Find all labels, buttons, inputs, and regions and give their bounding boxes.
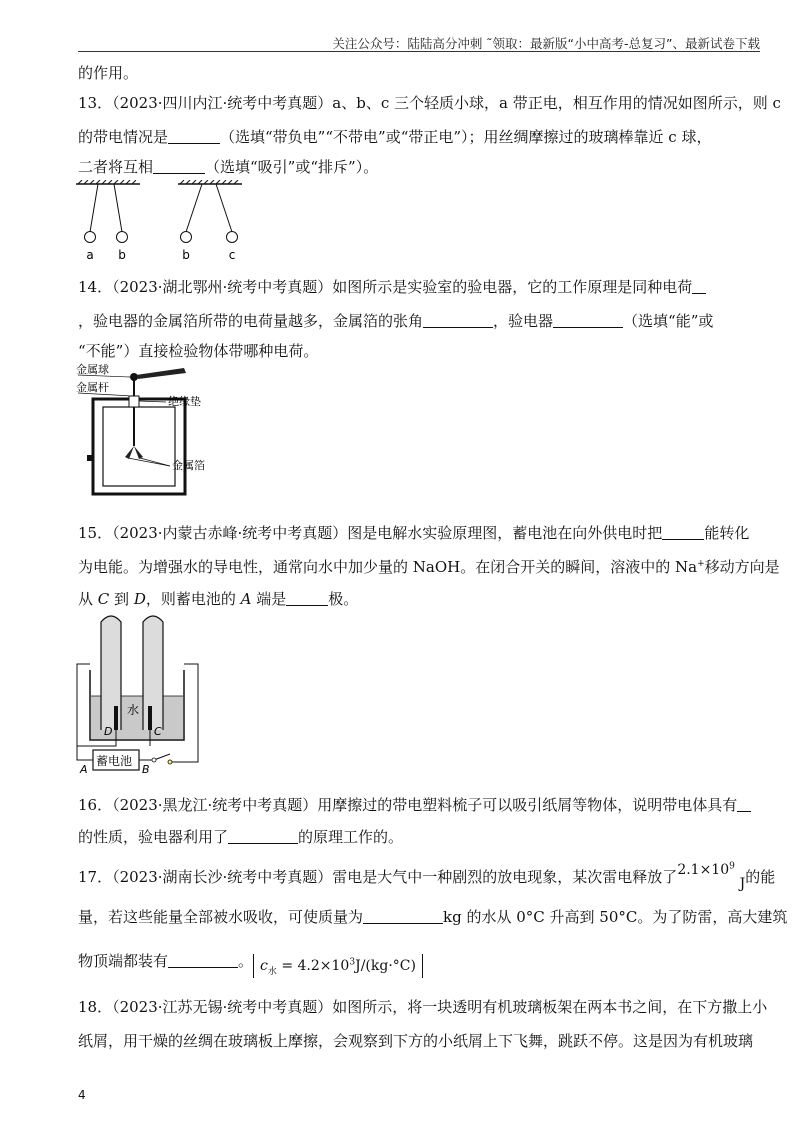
q14-answer-blank-1 [692,279,706,294]
ball-c [227,232,238,243]
q13-text-2b: （选填“带负电”“不带电”或“带正电”）；用丝绸摩擦过的玻璃棒靠近 c 球， [220,128,712,146]
q15-text-2a: 为电能。为增强水的导电性，通常向水中加少量的 NaOH。在闭合开关的瞬间，溶液中的 Na [78,558,698,576]
q15-answer-blank-2 [286,591,328,606]
q13-line2 [78,126,760,148]
label-metal-foil: 金属箔 [172,459,205,472]
q15-text-3d: 端是 [251,590,287,608]
q14-answer-blank-3 [553,313,623,328]
q15-text-3e: 极。 [328,590,359,608]
q17-energy-mantissa: 2.1×10 [677,862,730,878]
q13-text-2a: 的带电情况是 [78,128,169,146]
charged-rod [136,368,186,379]
q15-electrolysis-figure [74,614,204,778]
q15-line3 [78,588,760,610]
q17-answer-blank-2 [168,953,238,968]
ball-b-left [117,232,128,243]
q15-text-3c: ，则蓄电池的 [145,590,241,608]
q15-line2 [78,556,780,578]
label-c: c [228,248,236,262]
q17-formula-sub: 水 [267,966,277,977]
q15-text-1a: 15．（2023·内蒙古赤峰·统考中考真题）图是电解水实验原理图，蓄电池在向外供电时把 [78,524,663,542]
label-metal-ball: 金属球 [76,363,109,376]
q17-text-2a: 量，若这些能量全部被水吸收，可使质量为 [78,908,364,926]
q13-figure [76,180,246,266]
q14-text-2c: （选填“能”或 [623,312,714,330]
q17-formula-value: = 4.2×10 [276,958,350,974]
label-metal-rod: 金属杆 [76,381,109,394]
q17-specific-heat-formula [253,954,423,978]
q14-text-2a: ，验电器的金属箔所带的电荷量越多，金属箔的张角 [78,312,424,330]
switch [154,754,170,760]
q16-answer-blank-2 [228,829,298,844]
q16-answer-blank-1 [737,797,751,812]
q17-line1 [78,861,776,892]
q17-text-1a: 17．（2023·湖南长沙·统考中考真题）雷电是大气中一种剧烈的放电现象，某次雷电释放了 [78,868,678,886]
q15-na-charge: + [697,559,705,569]
q15-terminal-a: A [240,590,252,608]
q15-text-2b: 移动方向是 [704,558,780,576]
q17-answer-blank-1 [363,909,443,924]
q17-formula-c: c [260,958,268,974]
ball-b-right [181,232,192,243]
q15-text-3b: 到 [109,590,134,608]
label-terminal-a: A [80,763,88,774]
metal-ball [130,373,138,381]
q17-energy-exponent: 9 [729,861,735,872]
label-water: 水 [127,703,140,717]
q14-electroscope-figure [76,362,261,501]
q16-text-2a: 的性质，验电器利用了 [78,828,229,846]
intro-text: 的作用。 [78,64,139,82]
page-number: 4 [78,1088,86,1102]
q17-text-3b: 。 [238,952,254,970]
q13-answer-blank-1 [168,129,220,144]
q13-answer-blank-2 [153,159,205,174]
q14-line1 [78,276,760,298]
q17-energy-value [677,862,735,878]
label-b-right: b [182,248,190,262]
label-b-left: b [118,248,126,262]
q16-text-2b: 的原理工作的。 [298,828,404,846]
q13-line1: 13．（2023·四川内江·统考中考真题）a、b、c 三个轻质小球，a 带正电，相互作用的情况如图所示，则 c [78,94,781,112]
q15-text-1b: 能转化 [704,524,750,542]
label-d: D [104,725,113,738]
q15-text-3a: 从 [78,590,98,608]
page-header: 关注公众号：陆陆高分冲刺 ˜领取：最新版“小中高考-总复习”、最新试卷下载 [332,36,760,51]
q14-line3: “不能”）直接检验物体带哪种电荷。 [78,342,319,360]
q15-point-c: C [97,590,110,608]
q17-text-1b: 的能 [745,868,776,886]
electrode-d [114,706,118,730]
q17-formula-exponent: 3 [349,957,356,968]
q13-ceiling-right [178,180,242,184]
header-divider [78,51,760,52]
label-terminal-b: B [142,763,150,774]
q17-line3 [78,950,760,978]
q14-text-1a: 14．（2023·湖北鄂州·统考中考真题）如图所示是实验室的验电器，它的工作原理是同种电荷 [78,278,693,296]
label-battery: 蓄电池 [96,754,133,768]
q15-line1 [78,522,760,544]
q13-text-3a: 二者将互相 [78,158,154,176]
q15-answer-blank-1 [662,525,704,540]
q13-text-3b: （选填“吸引”或“排斥”）。 [205,158,379,176]
q17-line2 [78,906,788,928]
q16-line1 [78,794,760,816]
ball-a [85,232,96,243]
label-c: C [154,725,162,738]
q17-text-2b: kg 的水从 0°C 升高到 50°C。为了防雷，高大建筑 [443,908,788,926]
q17-energy-unit: J [739,876,746,892]
q16-line2 [78,826,760,848]
electrode-c [148,706,152,730]
q15-point-d: D [133,590,146,608]
q18-line2: 纸屑，用干燥的丝绸在玻璃板上摩擦，会观察到下方的小纸屑上下飞舞，跳跃不停。这是因为有机玻璃 [78,1032,754,1050]
q14-line2 [78,310,760,332]
q18-line1: 18．（2023·江苏无锡·统考中考真题）如图所示，将一块透明有机玻璃板架在两本书之间，在下方撒上小 [78,998,768,1016]
q14-text-2b: ，验电器 [493,312,554,330]
q14-answer-blank-2 [423,313,493,328]
label-insulating-pad: 绝缘垫 [168,395,201,408]
label-a: a [86,248,94,262]
q17-text-3a: 物顶端都装有 [78,952,169,970]
q17-formula-unit: J/(kg·°C) [355,958,416,974]
q13-line3 [78,156,760,178]
q13-ceiling-left [76,180,140,184]
q16-text-1a: 16．（2023·黑龙江·统考中考真题）用摩擦过的带电塑料梳子可以吸引纸屑等物体，说明带电体具有 [78,796,738,814]
